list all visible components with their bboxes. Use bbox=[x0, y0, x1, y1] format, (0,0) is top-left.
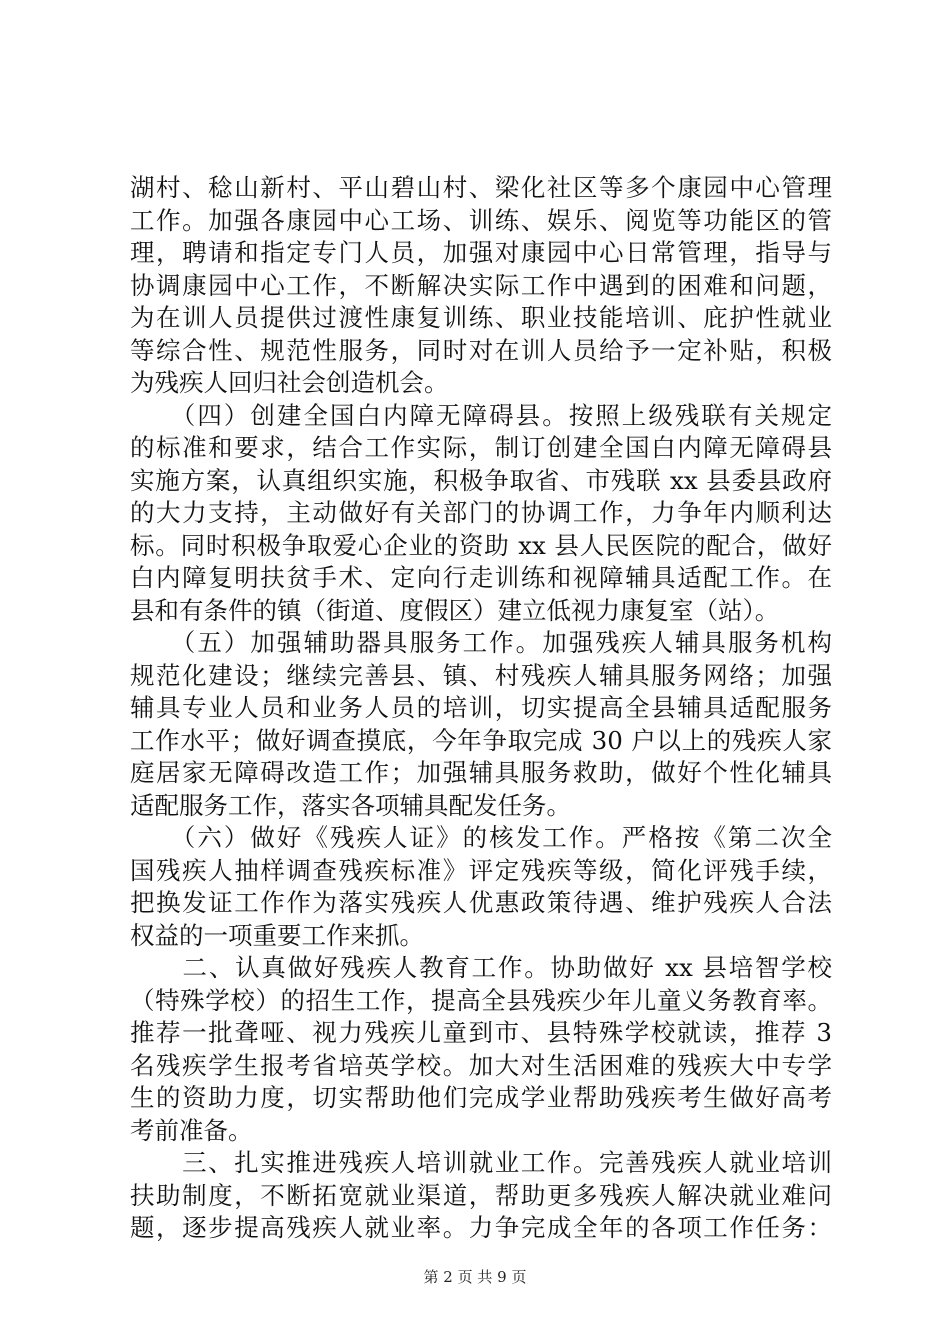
text-line: 规范化建设；继续完善县、镇、村残疾人辅具服务网络；加强 bbox=[130, 660, 832, 690]
text-line: 国残疾人抽样调查残疾标准》评定残疾等级，简化评残手续， bbox=[130, 855, 832, 885]
text-line: 适配服务工作，落实各项辅具配发任务。 bbox=[130, 790, 571, 820]
text-line: 湖村、稔山新村、平山碧山村、梁化社区等多个康园中心管理 bbox=[130, 173, 832, 202]
text-line: （特殊学校）的招生工作，提高全县残疾少年儿童义务教育率。 bbox=[130, 985, 832, 1015]
text-line: 辅具专业人员和业务人员的培训，切实提高全县辅具适配服务 bbox=[130, 693, 832, 722]
text-line: 名残疾学生报考省培英学校。加大对生活困难的残疾大中专学 bbox=[130, 1050, 832, 1080]
text-line: 等综合性、规范性服务，同时对在训人员给予一定补贴，积极 bbox=[130, 335, 832, 365]
text-line: 二、认真做好残疾人教育工作。协助做好 xx 县培智学校 bbox=[130, 953, 832, 982]
text-line: 工作。加强各康园中心工场、训练、娱乐、阅览等功能区的管 bbox=[130, 205, 832, 235]
text-line: 白内障复明扶贫手术、定向行走训练和视障辅具适配工作。在 bbox=[130, 563, 832, 592]
text-line: 生的资助力度，切实帮助他们完成学业帮助残疾考生做好高考 bbox=[130, 1083, 832, 1112]
text-line: 为残疾人回归社会创造机会。 bbox=[130, 368, 449, 397]
text-line: 庭居家无障碍改造工作；加强辅具服务救助，做好个性化辅具 bbox=[130, 758, 832, 787]
text-line: 协调康园中心工作，不断解决实际工作中遇到的困难和问题， bbox=[130, 270, 832, 300]
text-line: 的标准和要求，结合工作实际，制订创建全国白内障无障碍县 bbox=[130, 433, 832, 462]
text-line: （五）加强辅助器具服务工作。加强残疾人辅具服务机构 bbox=[130, 628, 832, 657]
text-line: 考前准备。 bbox=[130, 1115, 253, 1145]
text-line: 推荐一批聋哑、视力残疾儿童到市、县特殊学校就读，推荐 3 bbox=[130, 1018, 832, 1047]
text-line: 权益的一项重要工作来抓。 bbox=[130, 920, 424, 950]
document-body bbox=[130, 172, 832, 1245]
text-line: （四）创建全国白内障无障碍县。按照上级残联有关规定 bbox=[130, 400, 832, 430]
text-line: （六）做好《残疾人证》的核发工作。严格按《第二次全 bbox=[130, 823, 832, 852]
text-line: 县和有条件的镇（街道、度假区）建立低视力康复室（站）。 bbox=[130, 595, 780, 625]
text-line: 把换发证工作作为落实残疾人优惠政策待遇、维护残疾人合法 bbox=[130, 888, 832, 917]
text-line: 扶助制度，不断拓宽就业渠道，帮助更多残疾人解决就业难问 bbox=[130, 1180, 832, 1210]
text-line: 实施方案，认真组织实施，积极争取省、市残联 xx 县委县政府 bbox=[130, 465, 832, 495]
text-line: 理，聘请和指定专门人员，加强对康园中心日常管理，指导与 bbox=[130, 238, 832, 267]
text-line: 标。同时积极争取爱心企业的资助 xx 县人民医院的配合，做好 bbox=[130, 530, 832, 560]
text-line: 的大力支持，主动做好有关部门的协调工作，力争年内顺利达 bbox=[130, 498, 832, 527]
text-line: 为在训人员提供过渡性康复训练、职业技能培训、庇护性就业 bbox=[130, 303, 832, 332]
text-line: 题，逐步提高残疾人就业率。力争完成全年的各项工作任务： bbox=[130, 1213, 832, 1242]
text-line: 三、扎实推进残疾人培训就业工作。完善残疾人就业培训 bbox=[130, 1148, 832, 1177]
page-footer: 第 2 页 共 9 页 bbox=[423, 1268, 527, 1286]
text-line: 工作水平；做好调查摸底，今年争取完成 30 户以上的残疾人家 bbox=[130, 725, 832, 755]
